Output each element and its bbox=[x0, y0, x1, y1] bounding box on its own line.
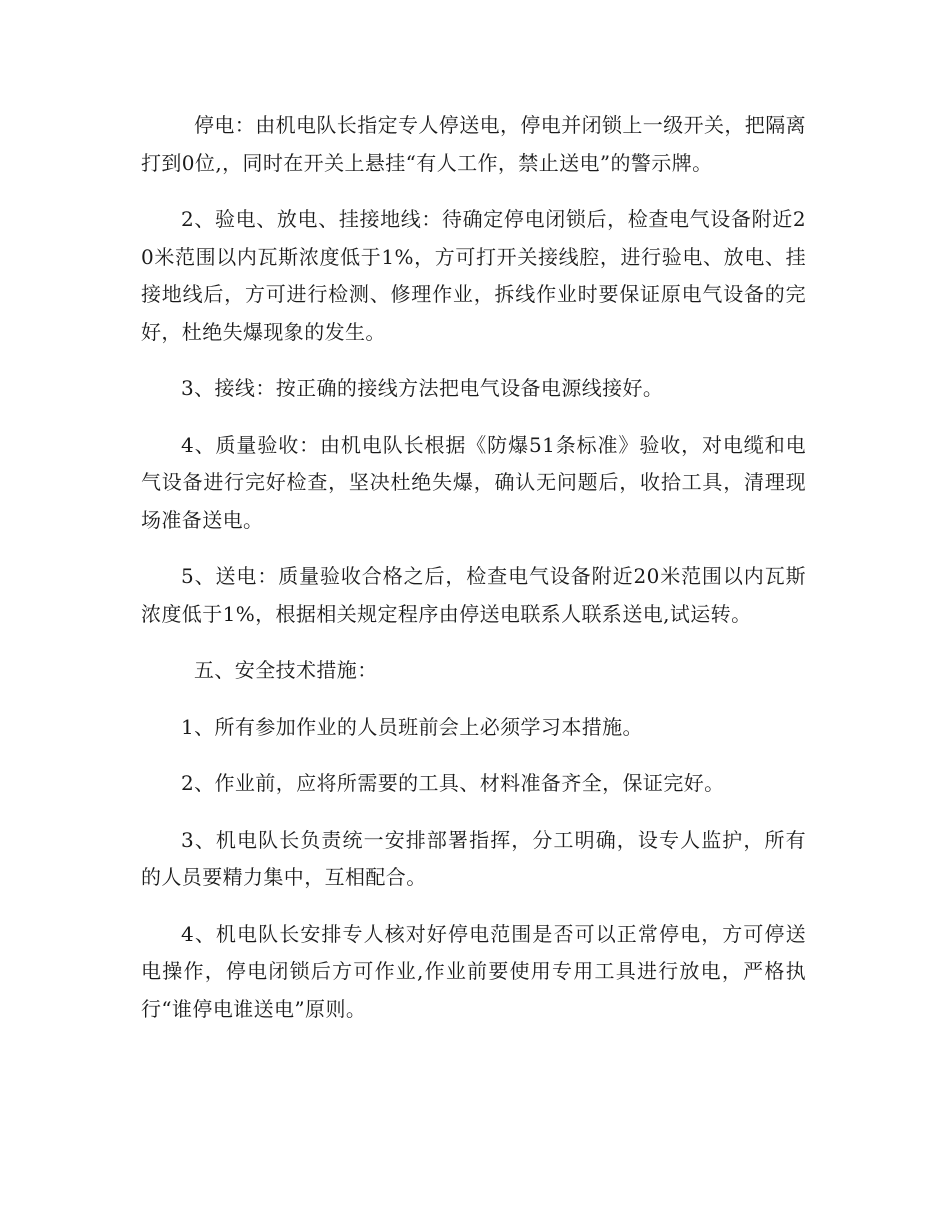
paragraph-safety-2: 2、作业前，应将所需要的工具、材料准备齐全，保证完好。 bbox=[181, 771, 725, 795]
document-body bbox=[141, 107, 806, 1047]
paragraph-safety-3: 3、机电队长负责统一安排部署指挥，分工明确，设专人监护，所有的人员要精力集中，互相配合。 bbox=[141, 827, 806, 889]
paragraph-wiring: 3、接线：按正确的接线方法把电气设备电源线接好。 bbox=[181, 376, 664, 400]
section-heading-safety-measures: 五、安全技术措施： bbox=[194, 658, 378, 682]
paragraph-power-on: 5、送电：质量验收合格之后，检查电气设备附近20米范围以内瓦斯浓度低于1%，根据相关规定程序由停送电联系人联系送电,试运转。 bbox=[141, 564, 806, 626]
paragraph-test-discharge-ground: 2、验电、放电、挂接地线：待确定停电闭锁后，检查电气设备附近20米范围以内瓦斯浓度低于1%，方可打开关接线腔，进行验电、放电、挂接地线后，方可进行检测、修理作业，拆线作业时要保证原电气设备的完好，杜绝失爆现象的发生。 bbox=[141, 207, 806, 344]
paragraph-quality-acceptance: 4、质量验收：由机电队长根据《防爆51条标准》验收，对电缆和电气设备进行完好检查，坚决杜绝失爆，确认无问题后，收拾工具，清理现场准备送电。 bbox=[141, 432, 806, 532]
paragraph-power-off: 停电：由机电队长指定专人停送电，停电并闭锁上一级开关，把隔离打到0位,，同时在开关上悬挂“有人工作，禁止送电”的警示牌。 bbox=[141, 113, 806, 175]
paragraph-safety-4: 4、机电队长安排专人核对好停电范围是否可以正常停电，方可停送电操作，停电闭锁后方可作业,作业前要使用专用工具进行放电，严格执行“谁停电谁送电”原则。 bbox=[141, 921, 806, 1021]
paragraph-safety-1: 1、所有参加作业的人员班前会上必须学习本措施。 bbox=[181, 714, 643, 739]
